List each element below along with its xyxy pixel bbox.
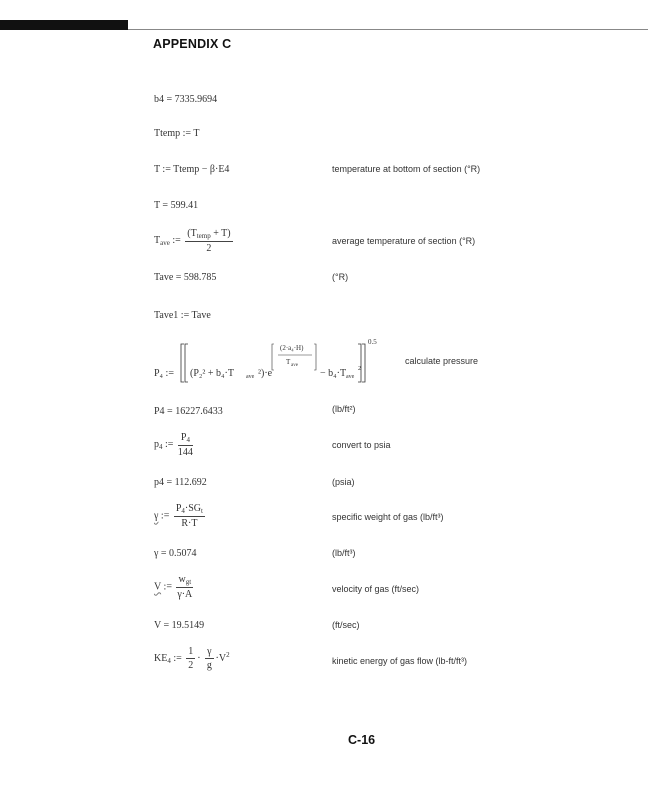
velocity-value-desc: (ft/sec) — [332, 620, 360, 630]
svg-text:(P₂² + b₄·T: (P₂² + b₄·T — [190, 368, 234, 379]
gamma-equation-desc: specific weight of gas (lb/ft³) — [332, 512, 444, 522]
svg-text:ave: ave — [291, 363, 298, 368]
header-rule-thick — [0, 20, 128, 30]
b4-value: b4 = 7335.9694 — [154, 94, 218, 105]
tave-equation-desc: average temperature of section (°R) — [332, 236, 476, 246]
svg-text:ave: ave — [346, 374, 355, 380]
gamma-equation: γ := $\frac{P_4\cdot SG_t}{R\cdot T}$ — [154, 503, 203, 529]
svg-text:P₄ :=: P₄ := — [154, 368, 174, 379]
t-value: T = 599.41 — [154, 200, 199, 211]
appendix-heading: APPENDIX C — [153, 37, 232, 51]
kinetic-energy-equation: $KE_4$ := $\frac{1}{2}$ · $\frac{\gamma}{g}$ $\cdot V^2$ — [154, 646, 230, 671]
velocity-equation: V := $\frac{w_{gt}}{\gamma\cdot A}$ — [154, 574, 193, 600]
kinetic-energy-desc: kinetic energy of gas flow (lb-ft/ft³) — [332, 656, 468, 666]
svg-text:− b₄·T: − b₄·T — [320, 368, 347, 379]
svg-text:T: T — [286, 358, 291, 366]
psia-value-desc: (psia) — [332, 477, 355, 487]
psia-value: p4 = 112.692 — [154, 477, 207, 488]
page-number: C-16 — [348, 733, 376, 747]
svg-text:2: 2 — [358, 366, 361, 372]
gamma-value-desc: (lb/ft³) — [332, 548, 356, 558]
svg-text:²)·e: ²)·e — [258, 368, 273, 379]
p4-value: P4 = 16227.6433 — [154, 406, 223, 417]
header-rule-thin — [128, 29, 648, 30]
tave1-assignment: Tave1 := Tave — [154, 310, 211, 321]
svg-text:ave: ave — [246, 374, 255, 380]
psia-conversion-desc: convert to psia — [332, 440, 391, 450]
t-equation-desc: temperature at bottom of section (°R) — [332, 164, 481, 174]
p4-value-desc: (lb/ft²) — [332, 404, 356, 414]
psia-conversion-equation: $p_4$ := $\frac{P_4}{144}$ — [154, 432, 193, 458]
tave-value-desc: (°R) — [332, 272, 349, 282]
gamma-value: γ = 0.5074 — [154, 548, 197, 559]
svg-text:0.5: 0.5 — [368, 338, 377, 346]
t-equation: T := Ttemp − β·E4 — [154, 164, 230, 175]
velocity-equation-desc: velocity of gas (ft/sec) — [332, 584, 420, 594]
pressure-equation — [154, 336, 404, 386]
velocity-value: V = 19.5149 — [154, 620, 205, 631]
tave-equation: $T_{ave}$ := $\frac{(T_{temp} + T)}{2}$ — [154, 228, 231, 254]
pressure-equation-desc: calculate pressure — [405, 356, 479, 366]
svg-text:(2·a₄·H): (2·a₄·H) — [280, 344, 304, 352]
tave-value: Tave = 598.785 — [154, 272, 217, 283]
ttemp-assignment: Ttemp := T — [154, 128, 200, 139]
